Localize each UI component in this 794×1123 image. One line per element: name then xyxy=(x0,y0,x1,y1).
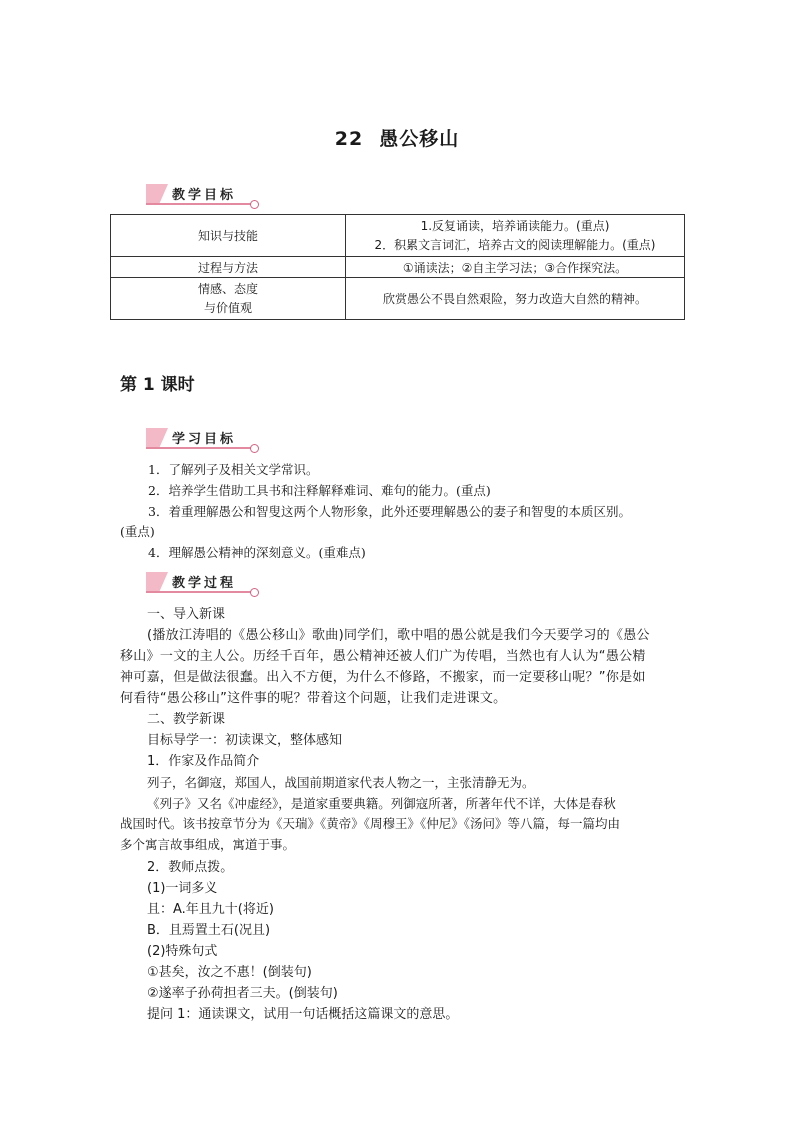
lesson-number: 22 xyxy=(334,128,364,150)
list-item-continuation: (重点) xyxy=(120,524,155,539)
paragraph-line: 战国时代。该书按章节分为《天瑞》《黄帝》《周穆王》《仲尼》《汤问》等八篇，每一篇均由 xyxy=(120,816,621,831)
paragraph-line: 神可嘉，但是做法很蠢。出入不方便，为什么不修路，不搬家，而一定要移山呢？”你是如 xyxy=(120,670,646,685)
note-line: 且：A.年且九十(将近) xyxy=(147,902,274,917)
section-heading: 一、导入新课 xyxy=(147,607,226,622)
badge-dot-icon xyxy=(250,444,259,453)
note-line: ①甚矣，汝之不惠！(倒装句) xyxy=(147,965,312,980)
author-intro xyxy=(120,773,680,855)
badge-flag-icon xyxy=(146,184,168,204)
process-badge xyxy=(146,572,262,594)
sub-heading: 2．教师点拨。 xyxy=(147,860,234,875)
row-label: 过程与方法 xyxy=(111,257,346,278)
badge-dot-icon xyxy=(250,200,259,209)
list-item: 1．了解列子及相关文学常识。 xyxy=(148,462,319,477)
label-line: 情感、态度 xyxy=(197,281,258,296)
row-label xyxy=(111,278,346,320)
badge-label: 教学过程 xyxy=(172,576,237,591)
paragraph-line: 移山》一文的主人公。历经千百年，愚公精神还被人们广为传唱，当然也有人认为“愚公精 xyxy=(120,649,646,664)
badge-flag-icon xyxy=(146,572,168,592)
process-section xyxy=(120,604,680,772)
note-line: (1)一词多义 xyxy=(147,881,218,896)
table-row xyxy=(111,215,685,257)
paragraph-line: (播放江涛唱的《愚公移山》歌曲)同学们，歌中唱的愚公就是我们今天要学习的《愚公 xyxy=(147,628,650,643)
teaching-goals-table xyxy=(110,214,685,320)
sub-heading: 1．作家及作品简介 xyxy=(147,754,260,769)
paragraph-line: 何看待“愚公移山”这件事的呢？带着这个问题，让我们走进课文。 xyxy=(120,691,507,706)
question-line: 提问 1：通读课文，试用一句话概括这篇课文的意思。 xyxy=(147,1007,459,1022)
row-label: 知识与技能 xyxy=(111,215,346,257)
teacher-notes xyxy=(120,857,680,1025)
row-content: 欣赏愚公不畏自然艰险，努力改造大自然的精神。 xyxy=(346,278,685,320)
row-content xyxy=(346,215,685,257)
page-title xyxy=(0,124,794,151)
paragraph-line: 列子，名御寇，郑国人，战国前期道家代表人物之一，主张清静无为。 xyxy=(147,775,535,790)
row-content: ①诵读法；②自主学习法；③合作探究法。 xyxy=(346,257,685,278)
badge-dot-icon xyxy=(250,588,259,597)
label-line: 与价值观 xyxy=(203,300,252,315)
paragraph-line: 多个寓言故事组成，寓道于事。 xyxy=(120,836,296,852)
badge-label: 学习目标 xyxy=(172,432,237,447)
badge-underline xyxy=(146,447,254,449)
note-line: ②遂率子孙荷担者三夫。(倒装句) xyxy=(147,986,338,1001)
badge-underline xyxy=(146,591,254,593)
teaching-goals-badge xyxy=(146,184,262,206)
learning-goals-list xyxy=(120,460,690,563)
content-line: 2．积累文言词汇，培养古文的阅读理解能力。(重点) xyxy=(374,237,656,252)
content-line: 1.反复诵读，培养诵读能力。(重点) xyxy=(420,218,610,233)
paragraph-line: 《列子》又名《冲虚经》，是道家重要典籍。列御寇所著，所著年代不详，大体是春秋 xyxy=(147,795,616,811)
learning-goals-badge xyxy=(146,428,262,450)
badge-flag-icon xyxy=(146,428,168,448)
table-row xyxy=(111,257,685,278)
list-item: 2．培养学生借助工具书和注释解释难词、难句的能力。(重点) xyxy=(148,483,491,498)
table-row xyxy=(111,278,685,320)
list-item: 3．着重理解愚公和智叟这两个人物形象，此外还要理解愚公的妻子和智叟的本质区别。 xyxy=(148,504,631,519)
section-heading: 二、教学新课 xyxy=(147,712,226,727)
badge-label: 教学目标 xyxy=(172,188,237,203)
lesson-name: 愚公移山 xyxy=(379,128,460,150)
guide-heading: 目标导学一：初读课文，整体感知 xyxy=(147,733,343,748)
note-line: B．且焉置土石(况且) xyxy=(147,923,271,938)
lesson-heading: 第 1 课时 xyxy=(120,375,195,395)
list-item: 4．理解愚公精神的深刻意义。(重难点) xyxy=(148,545,366,560)
note-line: (2)特殊句式 xyxy=(147,944,218,959)
badge-underline xyxy=(146,203,254,205)
